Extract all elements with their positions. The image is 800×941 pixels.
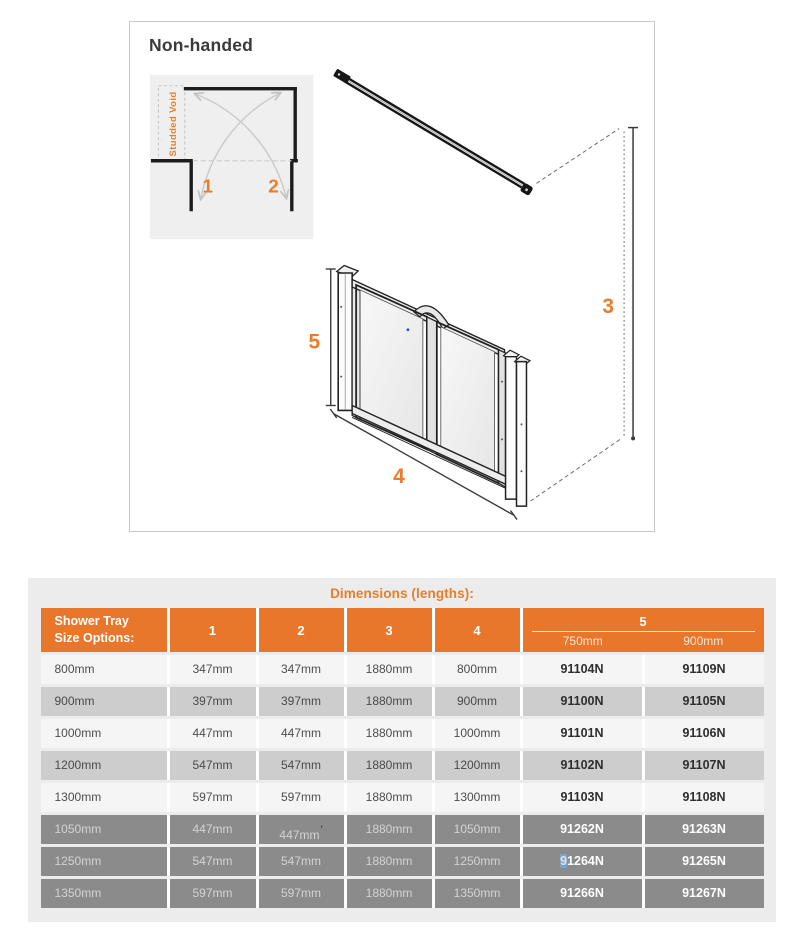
dimension-3 xyxy=(530,128,638,502)
dimensions-table-title: Dimensions (lengths): xyxy=(330,586,474,601)
product-diagram-box xyxy=(129,21,655,532)
table-row xyxy=(41,783,764,812)
support-rail-drawing xyxy=(333,69,534,196)
dim-1-cell: 547mm xyxy=(170,751,256,780)
code-750-cell: 91264N xyxy=(523,847,642,876)
header-dim-4: 4 xyxy=(435,608,520,652)
table-row xyxy=(41,751,764,780)
code-900-cell: 91108N xyxy=(645,783,764,812)
code-750-cell: 91266N xyxy=(523,879,642,908)
dim-2-cell: 347mm xyxy=(259,655,344,684)
dimensions-table xyxy=(41,608,764,908)
dimension-5-label: 5 xyxy=(308,330,321,354)
tray-size-cell: 1000mm xyxy=(41,719,167,748)
table-row xyxy=(41,719,764,748)
header-dim-5-subcolumns xyxy=(523,634,764,648)
dimensions-panel xyxy=(28,578,776,922)
dim-4-cell: 1000mm xyxy=(435,719,520,748)
table-row xyxy=(41,847,764,876)
dim-3-cell: 1880mm xyxy=(347,687,432,716)
dim-1-cell: 597mm xyxy=(170,879,256,908)
dim-3-cell: 1880mm xyxy=(347,879,432,908)
header-750mm: 750mm xyxy=(562,633,603,648)
dim-1-cell: 447mm xyxy=(170,815,256,844)
code-900-cell: 91106N xyxy=(645,719,764,748)
technical-drawing xyxy=(130,22,654,531)
dim-3-cell: 1880mm xyxy=(347,815,432,844)
diagram-title: Non-handed xyxy=(149,35,254,55)
rail-end-bracket xyxy=(333,69,351,84)
blue-artifact-dot xyxy=(407,328,410,331)
plan-view-diagram xyxy=(150,75,313,239)
dim-2-cell: 397mm xyxy=(259,687,344,716)
code-900-cell: 91109N xyxy=(645,655,764,684)
dim-4-cell: 1050mm xyxy=(435,815,520,844)
dim-2-cell: 547mm xyxy=(259,751,344,780)
dim-4-cell: 1300mm xyxy=(435,783,520,812)
dim-4-cell: 1350mm xyxy=(435,879,520,908)
dim-4-cell: 1250mm xyxy=(435,847,520,876)
dim-2-cell: 597mm xyxy=(259,879,344,908)
header-dim-3: 3 xyxy=(347,608,432,652)
tray-size-cell: 1300mm xyxy=(41,783,167,812)
studded-void-label: Studded Void xyxy=(167,91,179,157)
dim-1-cell: 447mm xyxy=(170,719,256,748)
code-750-cell: 91100N xyxy=(523,687,642,716)
header-dim-5-group xyxy=(523,608,764,652)
tray-size-cell: 1350mm xyxy=(41,879,167,908)
dim-3-cell: 1880mm xyxy=(347,847,432,876)
table-row xyxy=(41,879,764,908)
door-option-1-label: 1 xyxy=(202,176,213,198)
dim-2-cell: 447mm ' xyxy=(259,815,344,844)
code-750-cell: 91101N xyxy=(523,719,642,748)
dim-3-cell: 1880mm xyxy=(347,751,432,780)
table-row xyxy=(41,815,764,844)
tray-size-cell: 1050mm xyxy=(41,815,167,844)
code-900-cell: 91265N xyxy=(645,847,764,876)
dimension-3-label: 3 xyxy=(602,294,614,318)
dim-1-cell: 397mm xyxy=(170,687,256,716)
dim-1-cell: 347mm xyxy=(170,655,256,684)
header-dim-2: 2 xyxy=(259,608,344,652)
header-dim-1: 1 xyxy=(170,608,256,652)
code-900-cell: 91263N xyxy=(645,815,764,844)
tray-size-cell: 1200mm xyxy=(41,751,167,780)
header-divider-line xyxy=(532,631,755,632)
tray-size-cell: 900mm xyxy=(41,687,167,716)
table-body xyxy=(41,655,764,908)
door-option-2-label: 2 xyxy=(268,176,279,198)
code-750-cell: 91262N xyxy=(523,815,642,844)
tray-size-cell: 1250mm xyxy=(41,847,167,876)
code-900-cell: 91107N xyxy=(645,751,764,780)
header-tray-size: Shower Tray Size Options: xyxy=(41,608,167,652)
dim-3-cell: 1880mm xyxy=(347,655,432,684)
dim-2-cell: 597mm xyxy=(259,783,344,812)
code-900-cell: 91267N xyxy=(645,879,764,908)
tray-size-cell: 800mm xyxy=(41,655,167,684)
table-row xyxy=(41,687,764,716)
dim-4-cell: 1200mm xyxy=(435,751,520,780)
right-wall-post xyxy=(506,357,517,499)
dim-3-cell: 1880mm xyxy=(347,783,432,812)
dim-4-cell: 800mm xyxy=(435,655,520,684)
code-900-cell: 91105N xyxy=(645,687,764,716)
dim-4-cell: 900mm xyxy=(435,687,520,716)
dim-1-cell: 547mm xyxy=(170,847,256,876)
code-750-cell: 91103N xyxy=(523,783,642,812)
table-row xyxy=(41,655,764,684)
dim-2-cell: 447mm xyxy=(259,719,344,748)
dim-1-cell: 597mm xyxy=(170,783,256,812)
dim-3-cell: 1880mm xyxy=(347,719,432,748)
dimension-5 xyxy=(308,269,335,405)
code-750-cell: 91104N xyxy=(523,655,642,684)
dimension-4-label: 4 xyxy=(393,465,405,489)
dim-2-cell: 547mm xyxy=(259,847,344,876)
header-dim-5: 5 xyxy=(639,613,647,629)
header-900mm: 900mm xyxy=(683,633,724,648)
table-header-row xyxy=(41,608,764,652)
code-750-cell: 91102N xyxy=(523,751,642,780)
